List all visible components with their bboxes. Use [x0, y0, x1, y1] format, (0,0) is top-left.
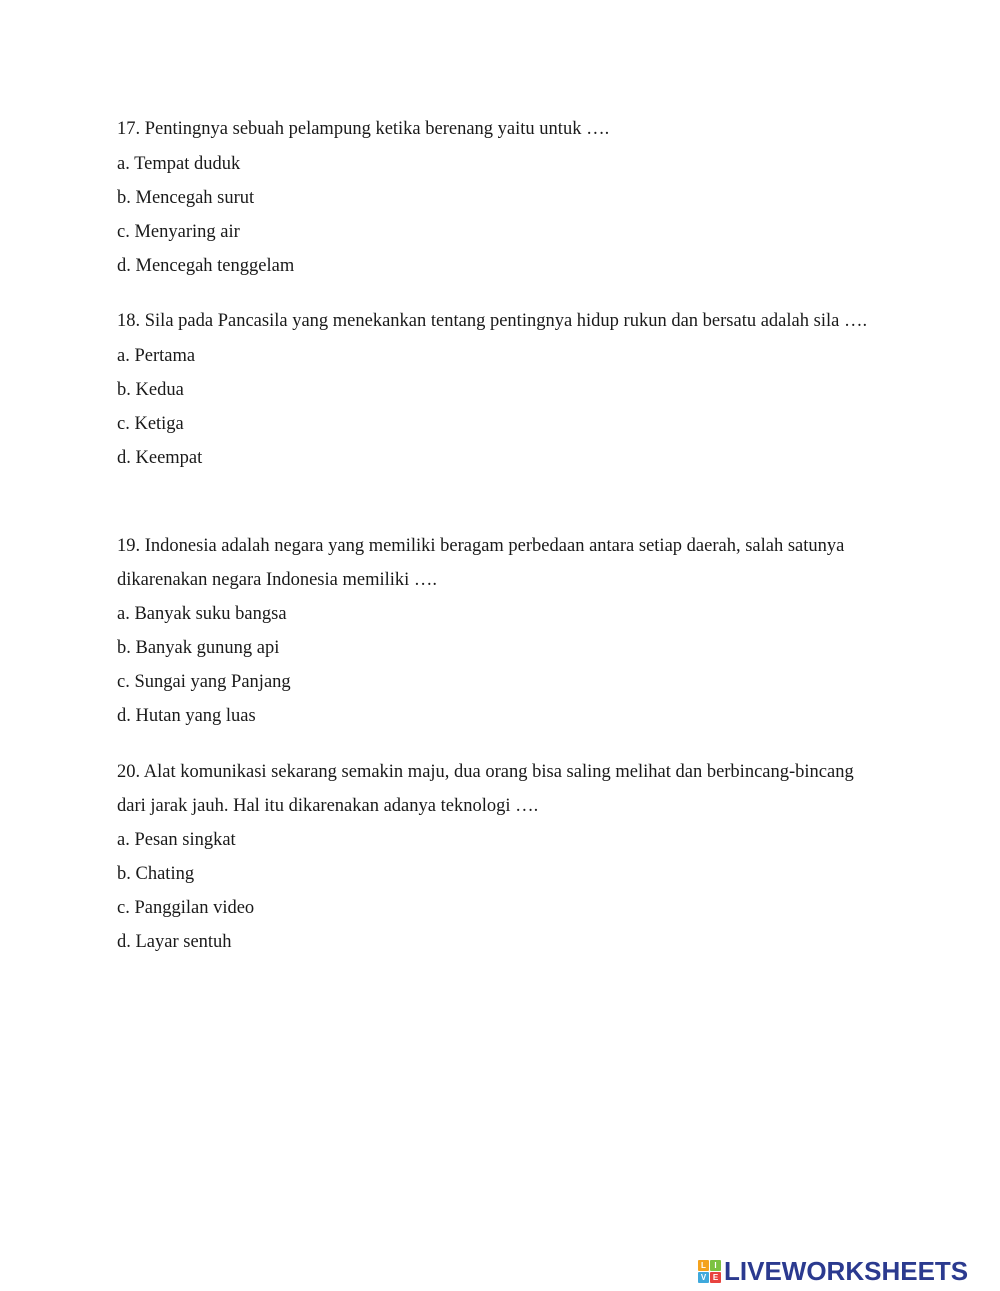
liveworksheets-logo	[698, 1258, 968, 1284]
logo-mark-cell: I	[710, 1260, 721, 1271]
option-b: b. Banyak gunung api	[117, 638, 280, 658]
logo-mark-cell: L	[698, 1260, 709, 1271]
question-20	[117, 756, 877, 959]
option-d: d. Hutan yang luas	[117, 706, 256, 726]
option-a: a. Banyak suku bangsa	[117, 604, 287, 624]
option-a: a. Pesan singkat	[117, 830, 236, 850]
logo-mark-cell: E	[710, 1272, 721, 1283]
question-17	[117, 113, 877, 283]
logo-mark-icon	[698, 1260, 721, 1283]
option-a: a. Pertama	[117, 345, 196, 366]
option-a: a. Tempat duduk	[117, 153, 241, 174]
option-c: c. Menyaring air	[117, 221, 240, 242]
option-c: c. Panggilan video	[117, 898, 255, 918]
option-b: b. Kedua	[117, 379, 184, 400]
option-c: c. Sungai yang Panjang	[117, 672, 291, 692]
question-19	[117, 530, 877, 733]
question-text: 20. Alat komunikasi sekarang semakin maju, dua orang bisa saling melihat dan berbincang-bincang dari jarak jauh. Hal itu dikarenakan adanya teknologi ….	[117, 762, 854, 816]
question-text: 19. Indonesia adalah negara yang memiliki beragam perbedaan antara setiap daerah, salah satunya dikarenakan negara Indonesia memiliki ….	[117, 536, 845, 590]
option-c: c. Ketiga	[117, 413, 184, 434]
option-b: b. Chating	[117, 864, 195, 884]
option-d: d. Mencegah tenggelam	[117, 255, 295, 276]
option-d: d. Keempat	[117, 447, 203, 468]
option-d: d. Layar sentuh	[117, 932, 232, 952]
question-text: 17. Pentingnya sebuah pelampung ketika berenang yaitu untuk ….	[117, 119, 610, 139]
question-18	[117, 305, 877, 475]
question-text: 18. Sila pada Pancasila yang menekankan tentang pentingnya hidup rukun dan bersatu adalah sila ….	[117, 311, 868, 331]
logo-mark-cell: V	[698, 1272, 709, 1283]
option-b: b. Mencegah surut	[117, 187, 255, 208]
logo-text: LIVEWORKSHEETS	[724, 1256, 969, 1286]
